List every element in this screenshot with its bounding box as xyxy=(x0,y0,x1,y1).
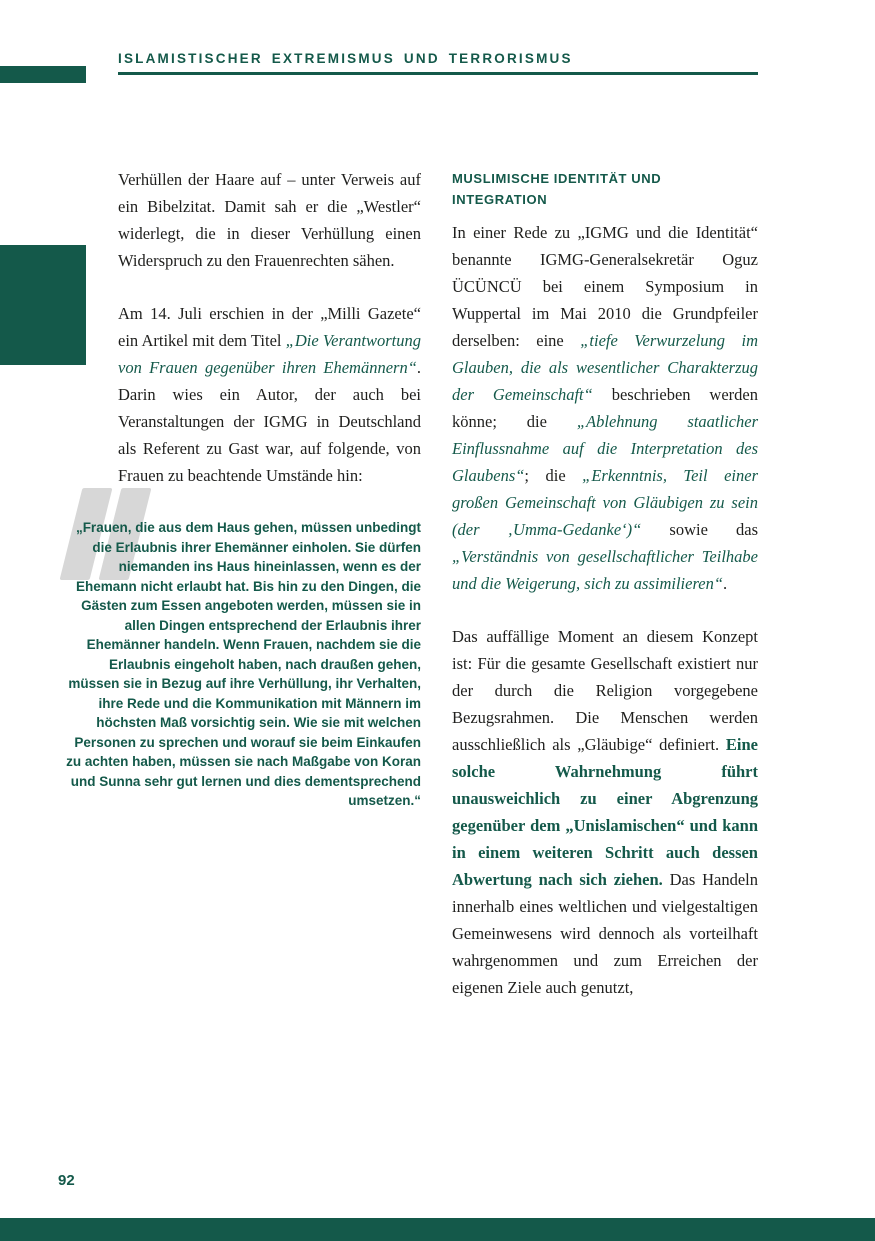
margin-tab-side xyxy=(0,245,86,365)
italic-citation-run: „tiefe Verwurzelung im Glauben, die als wesentlicher Charakterzug der Gemeinschaft“ xyxy=(452,331,758,404)
footer-bar xyxy=(0,1218,875,1241)
text-run: ; die xyxy=(524,466,583,485)
text-run: In einer Rede zu „IGMG und die Identität“ benannte IGMG-Generalsekretär Oguz ÜCÜNCÜ bei einem Symposium in Wuppertal im Mai 2010 die Grundpfeiler derselben: eine xyxy=(452,223,758,350)
left-column xyxy=(66,166,421,811)
paragraph-continuation xyxy=(118,166,421,274)
text-run: . xyxy=(723,574,728,593)
right-column xyxy=(452,168,758,1001)
pullquote-text: „Frauen, die aus dem Haus gehen, müssen unbedingt die Erlaubnis ihrer Ehemänner einholen. Sie dürfen niemanden ins Haus hineinlassen, wenn es der Ehemann nicht erlaubt hat. Bis hin zu den Dingen, die Gästen zum Essen angeboten werden, müssen sie in allen Dingen entsprechend der Erlaubnis ihrer Ehemänner handeln. Wenn Frauen, nachdem sie die Erlaubnis eingeholt haben, nach draußen gehen, müssen sie in Bezug auf ihre Verhüllung, ihr Verhalten, ihre Rede und die Kommunikation mit Männern im höchsten Maß vorsichtig sein. Wie sie mit welchen Personen zu sprechen und worauf sie beim Einkaufen zu achten haben, müssen sie nach Maßgabe von Koran und Sunna sehr gut lernen und dies dementsprechend umsetzen.“ xyxy=(66,520,421,808)
paragraph-milli-gazete xyxy=(118,300,421,489)
italic-citation-run: „Die Verantwortung von Frauen gegenüber ihren Ehemännern“ xyxy=(118,331,421,377)
bold-emphasis-run: Eine solche Wahrnehmung führt unausweichlich zu einer Abgrenzung gegenüber dem „Unislamischen“ und kann in einem weiteren Schritt auch dessen Abwertung nach sich ziehen. xyxy=(452,735,758,889)
page-number: 92 xyxy=(58,1172,75,1189)
paragraph-identity xyxy=(452,219,758,597)
running-header-title: ISLAMISTISCHER EXTREMISMUS UND TERRORISMUS xyxy=(118,51,573,66)
italic-citation-run: „Erkenntnis, Teil einer großen Gemeinschaft von Gläubigen zu sein (der ‚Umma-Gedanke‘)“ xyxy=(452,466,758,539)
italic-citation-run: „Ablehnung staatlicher Einflussnahme auf die Interpretation des Glaubens“ xyxy=(452,412,758,485)
text-run: Das Handeln innerhalb eines weltlichen und vielgestaltigen Gemeinwesens wird dennoch als vorteilhaft wahrgenommen und zum Erreichen der eigenen Ziele auch genutzt, xyxy=(452,870,758,997)
text-run: sowie das xyxy=(641,520,758,539)
text-run: Verhüllen der Haare auf – unter Verweis auf ein Bibelzitat. Damit sah er die „Westler“ widerlegt, die in dieser Verhüllung einen Widerspruch zu den Frauenrechten sähen. xyxy=(118,170,421,270)
header-rule xyxy=(118,72,758,75)
text-run: beschrieben werden könne; die xyxy=(452,385,758,431)
margin-tab-top xyxy=(0,66,86,83)
pullquote xyxy=(57,518,421,811)
paragraph-analysis xyxy=(452,623,758,1001)
section-heading: MUSLIMISCHE IDENTITÄT UND INTEGRATION xyxy=(452,171,662,207)
text-run: Am 14. Juli erschien in der „Milli Gazete“ ein Artikel mit dem Titel xyxy=(118,304,421,350)
text-run: . Darin wies ein Autor, der auch bei Veranstaltungen der IGMG in Deutschland als Referent zu Gast war, auf folgende, von Frauen zu beachtende Umstände hin: xyxy=(118,358,421,485)
italic-citation-run: „Verständnis von gesellschaftlicher Teilhabe und die Weigerung, sich zu assimilieren“ xyxy=(452,547,758,593)
text-run: Das auffällige Moment an diesem Konzept ist: Für die gesamte Gesellschaft existiert nur der durch die Religion vorgegebene Bezugsrahmen. Die Menschen werden ausschließlich als „Gläubige“ definiert. xyxy=(452,627,758,754)
